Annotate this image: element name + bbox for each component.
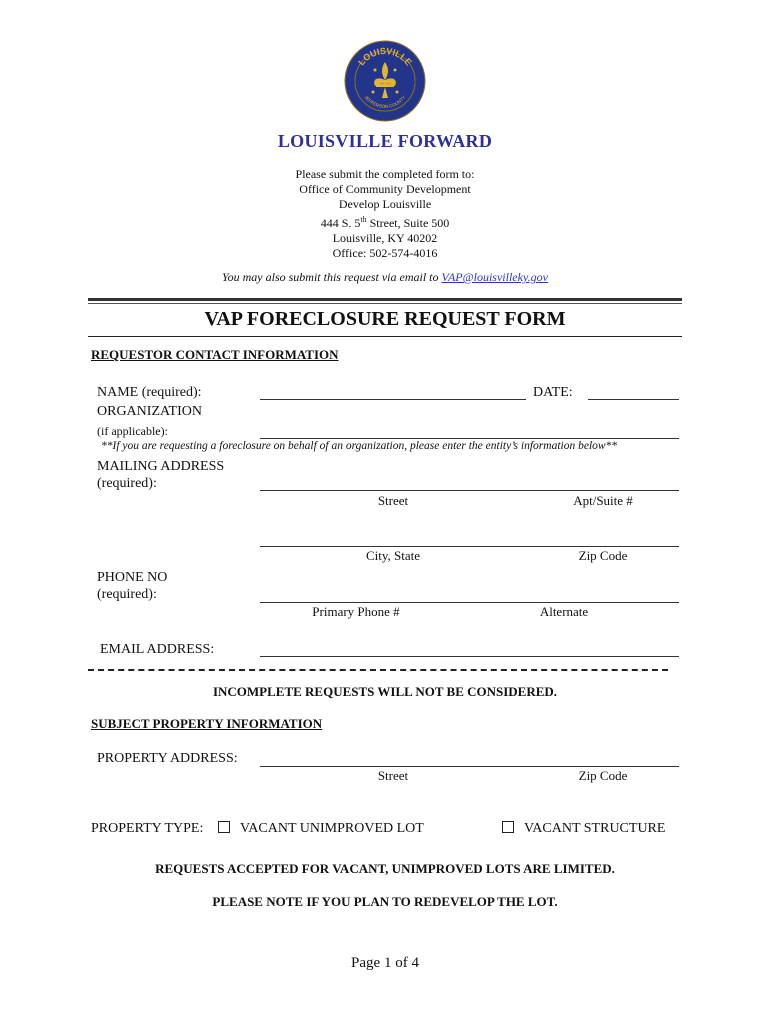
- address-line: Office of Community Development: [299, 182, 471, 196]
- date-field[interactable]: [588, 399, 679, 400]
- submission-address: [0, 167, 770, 261]
- divider: [88, 303, 682, 304]
- email-address-label: EMAIL ADDRESS:: [100, 642, 215, 657]
- subject-section-heading: SUBJECT PROPERTY INFORMATION: [91, 716, 323, 731]
- mailing-address-label: MAILING ADDRESS: [97, 459, 225, 474]
- requestor-section-heading: REQUESTOR CONTACT INFORMATION: [91, 347, 339, 362]
- property-zip-caption: Zip Code: [578, 768, 628, 783]
- phone-field[interactable]: [260, 602, 679, 603]
- page-title: LOUISVILLE FORWARD: [277, 131, 493, 151]
- divider: [88, 336, 682, 337]
- checkbox-icon[interactable]: [218, 821, 230, 833]
- phone-label: PHONE NO: [97, 570, 168, 585]
- alternate-phone-caption: Alternate: [539, 604, 589, 619]
- svg-text:1778: 1778: [410, 81, 418, 85]
- dashed-divider: [88, 669, 668, 671]
- address-line: Office: 502-574-4016: [332, 246, 438, 260]
- street-field[interactable]: [260, 490, 679, 491]
- organization-field[interactable]: [260, 438, 679, 439]
- phone-sublabel: (required):: [97, 587, 157, 602]
- organization-sublabel: (if applicable):: [97, 424, 168, 438]
- organization-note: **If you are requesting a foreclosure on behalf of an organization, please enter the entity’s information below**: [101, 440, 618, 452]
- vacant-structure-option[interactable]: VACANT STRUCTURE: [502, 821, 665, 837]
- property-street-caption: Street: [377, 768, 409, 783]
- street-caption: Street: [377, 493, 409, 508]
- city-state-caption: City, State: [365, 548, 421, 563]
- incomplete-warning: INCOMPLETE REQUESTS WILL NOT BE CONSIDERED.: [212, 684, 558, 699]
- vacant-lot-option[interactable]: VACANT UNIMPROVED LOT: [218, 821, 424, 837]
- date-label: DATE:: [533, 385, 573, 400]
- apt-caption: Apt/Suite #: [573, 493, 633, 508]
- divider: [88, 298, 682, 301]
- organization-label: ORGANIZATION: [97, 404, 202, 419]
- checkbox-icon[interactable]: [502, 821, 514, 833]
- property-address-label: PROPERTY ADDRESS:: [97, 751, 238, 766]
- svg-text:1778: 1778: [352, 81, 360, 85]
- name-field[interactable]: [260, 399, 526, 400]
- address-line: Louisville, KY 40202: [332, 231, 438, 245]
- mailing-address-sublabel: (required):: [97, 476, 157, 491]
- svg-text:LOUISVILLE: LOUISVILLE: [356, 45, 414, 68]
- address-line: 444 S. 5th Street, Suite 500: [320, 215, 450, 230]
- address-line: Please submit the completed form to:: [295, 167, 475, 181]
- svg-text:JEFFERSON COUNTY: JEFFERSON COUNTY: [363, 94, 407, 110]
- zip-caption: Zip Code: [578, 548, 628, 563]
- email-link[interactable]: VAP@louisvilleky.gov: [441, 270, 548, 284]
- property-address-field[interactable]: [260, 766, 679, 767]
- notice-redevelop: PLEASE NOTE IF YOU PLAN TO REDEVELOP THE LOT.: [212, 894, 558, 909]
- page-number: Page 1 of 4: [351, 955, 419, 971]
- louisville-seal-logo: [344, 40, 426, 122]
- email-submission-note: You may also submit this request via email to VAP@louisvilleky.gov: [222, 270, 548, 284]
- property-type-label: PROPERTY TYPE:: [91, 821, 204, 836]
- notice-limited-lots: REQUESTS ACCEPTED FOR VACANT, UNIMPROVED LOTS ARE LIMITED.: [155, 861, 615, 876]
- city-state-zip-field[interactable]: [260, 546, 679, 547]
- address-line: Develop Louisville: [338, 197, 432, 211]
- email-address-field[interactable]: [260, 656, 679, 657]
- primary-phone-caption: Primary Phone #: [312, 604, 400, 619]
- name-label: NAME (required):: [97, 385, 202, 400]
- form-title: VAP FORECLOSURE REQUEST FORM: [204, 308, 566, 330]
